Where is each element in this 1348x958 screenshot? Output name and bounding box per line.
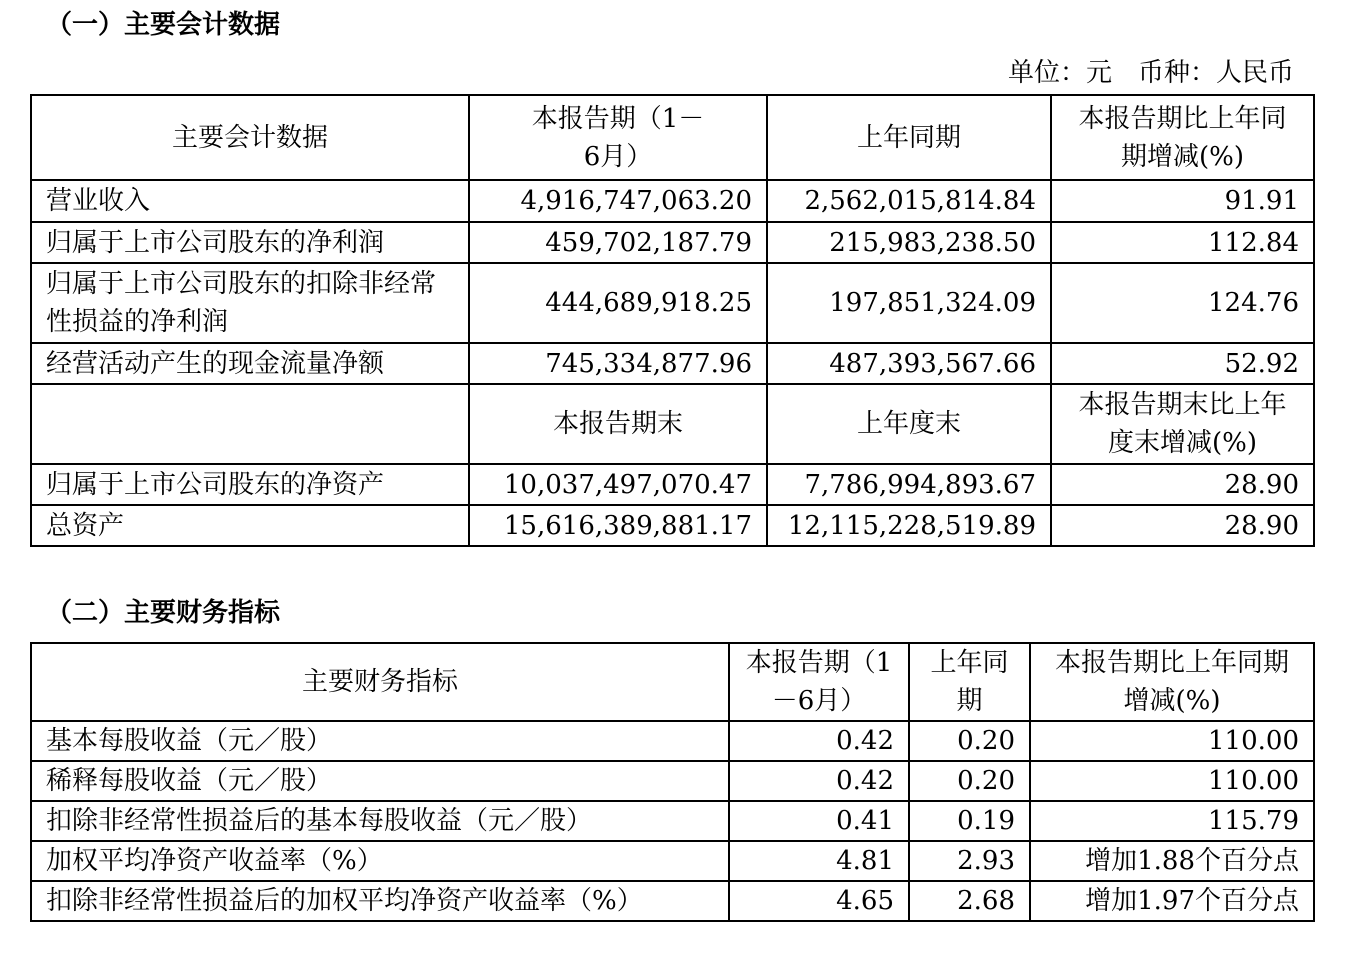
financial-indicators-table [30,642,1315,922]
subheader-cell: 上年度末 [767,384,1051,464]
accounting-data-table [30,94,1315,547]
table-header-row [31,95,1314,180]
change-percent-value: 28.90 [1051,505,1314,546]
current-period-value: 0.42 [729,721,909,761]
table-row [31,801,1314,841]
header-cell: 主要财务指标 [31,643,729,721]
table-row [31,464,1314,505]
current-period-value: 4,916,747,063.20 [469,180,767,222]
change-percent-value: 112.84 [1051,222,1314,263]
prior-period-value: 487,393,567.66 [767,343,1051,384]
current-period-value: 0.42 [729,761,909,801]
change-percent-value: 124.76 [1051,263,1314,343]
row-label: 经营活动产生的现金流量净额 [31,343,469,384]
change-percent-value: 91.91 [1051,180,1314,222]
table-row [31,761,1314,801]
header-cell: 本报告期比上年同期增减(%) [1051,95,1314,180]
section-title-accounting-data: （一）主要会计数据 [46,10,281,40]
current-period-value: 459,702,187.79 [469,222,767,263]
row-label: 归属于上市公司股东的净资产 [31,464,469,505]
table-header-row [31,643,1314,721]
row-label: 扣除非经常性损益后的基本每股收益（元／股） [31,801,729,841]
row-label: 归属于上市公司股东的扣除非经常性损益的净利润 [31,263,469,343]
table-row [31,881,1314,921]
table-row [31,180,1314,222]
change-value: 110.00 [1030,721,1314,761]
row-label: 归属于上市公司股东的净利润 [31,222,469,263]
table-row [31,222,1314,263]
prior-period-value: 0.20 [909,761,1030,801]
prior-period-value: 215,983,238.50 [767,222,1051,263]
row-label: 营业收入 [31,180,469,222]
change-value: 增加1.97个百分点 [1030,881,1314,921]
table-row [31,343,1314,384]
current-period-value: 745,334,877.96 [469,343,767,384]
prior-period-value: 0.19 [909,801,1030,841]
prior-year-end-value: 12,115,228,519.89 [767,505,1051,546]
subheader-cell: 本报告期末比上年度末增减(%) [1051,384,1314,464]
change-value: 115.79 [1030,801,1314,841]
header-cell: 本报告期（1－6月） [469,95,767,180]
table-subheader-row [31,384,1314,464]
table-row [31,263,1314,343]
header-cell: 上年同期 [909,643,1030,721]
prior-period-value: 2,562,015,814.84 [767,180,1051,222]
row-label: 总资产 [31,505,469,546]
header-cell: 本报告期比上年同期增减(%) [1030,643,1314,721]
row-label: 加权平均净资产收益率（%） [31,841,729,881]
subheader-cell: 本报告期末 [469,384,767,464]
header-cell: 上年同期 [767,95,1051,180]
row-label: 基本每股收益（元／股） [31,721,729,761]
current-period-value: 444,689,918.25 [469,263,767,343]
current-period-value: 0.41 [729,801,909,841]
prior-year-end-value: 7,786,994,893.67 [767,464,1051,505]
table-row [31,505,1314,546]
change-percent-value: 52.92 [1051,343,1314,384]
period-end-value: 10,037,497,070.47 [469,464,767,505]
change-percent-value: 28.90 [1051,464,1314,505]
unit-currency-note: 单位：元 币种：人民币 [1007,58,1294,88]
table-row [31,841,1314,881]
header-cell: 主要会计数据 [31,95,469,180]
row-label: 扣除非经常性损益后的加权平均净资产收益率（%） [31,881,729,921]
change-value: 110.00 [1030,761,1314,801]
current-period-value: 4.81 [729,841,909,881]
prior-period-value: 2.68 [909,881,1030,921]
current-period-value: 4.65 [729,881,909,921]
table-row [31,721,1314,761]
prior-period-value: 197,851,324.09 [767,263,1051,343]
row-label: 稀释每股收益（元／股） [31,761,729,801]
period-end-value: 15,616,389,881.17 [469,505,767,546]
prior-period-value: 0.20 [909,721,1030,761]
header-cell: 本报告期（1－6月） [729,643,909,721]
change-value: 增加1.88个百分点 [1030,841,1314,881]
prior-period-value: 2.93 [909,841,1030,881]
section-title-financial-indicators: （二）主要财务指标 [46,598,281,628]
subheader-cell [31,384,469,464]
